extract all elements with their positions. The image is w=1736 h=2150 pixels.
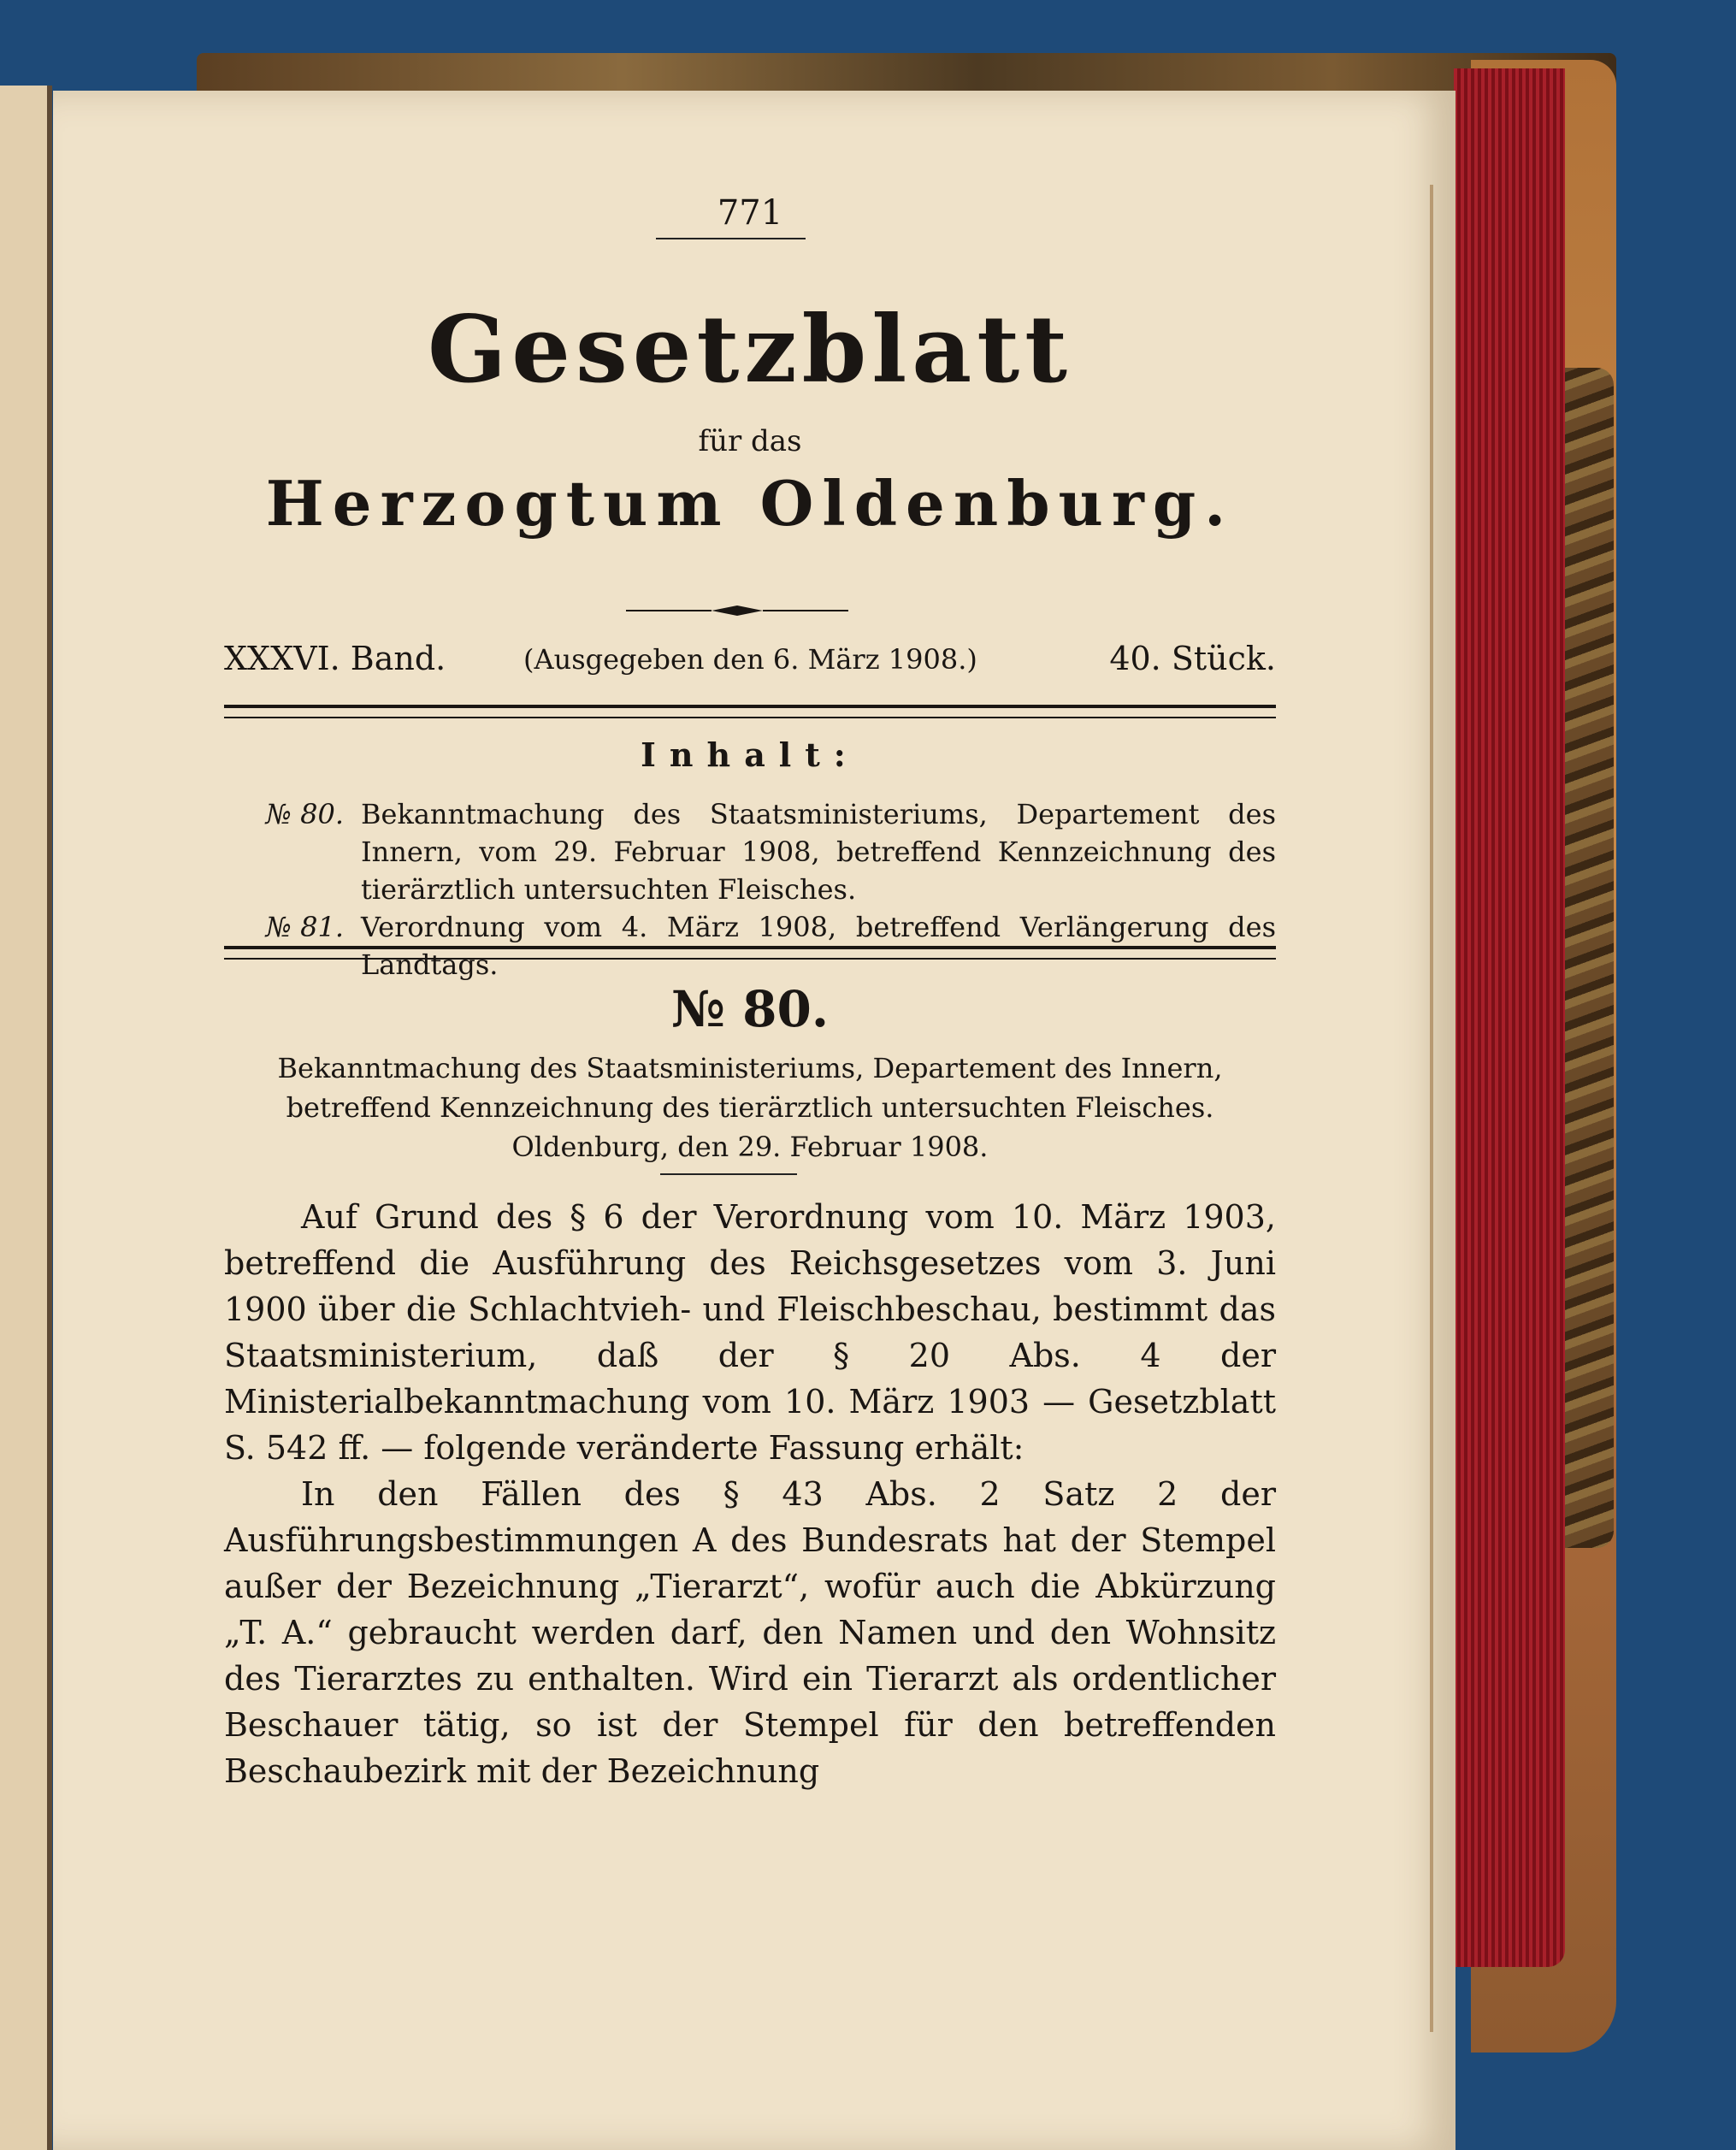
volume-line bbox=[224, 640, 1276, 682]
page-margin-rule bbox=[1430, 185, 1433, 2032]
section-date-line: Oldenburg, den 29. Februar 1908. bbox=[511, 1131, 989, 1163]
section-title-line: betreffend Kennzeichnung des tierärztlich untersuchten Fleisches. bbox=[286, 1091, 1214, 1124]
volume-band: XXXVI. Band. bbox=[224, 640, 446, 677]
contents-item-text: Verordnung vom 4. März 1908, betreffend Verlängerung des Landtags. bbox=[361, 911, 1276, 981]
contents-item-number: № 80. bbox=[265, 798, 344, 830]
contents-item-number: № 81. bbox=[265, 911, 344, 943]
section-rule bbox=[660, 1173, 797, 1175]
page-number: 771 bbox=[717, 193, 783, 233]
contents-item-text: Bekanntmachung des Staatsministeriums, Departement des Innern, vom 29. Februar 1908, betreffend Kennzeichnung des tierärztlich untersuchten Fleisches. bbox=[361, 798, 1276, 906]
red-page-edges bbox=[1454, 68, 1565, 1967]
body-text bbox=[224, 1194, 1276, 1794]
section-number: № 80. bbox=[670, 980, 830, 1038]
masthead-title: Gesetzblatt bbox=[428, 296, 1072, 404]
top-binding bbox=[197, 53, 1616, 94]
double-rule bbox=[224, 705, 1276, 718]
issue-number: 40. Stück. bbox=[1109, 640, 1276, 677]
masthead-subtitle: für das bbox=[698, 424, 802, 458]
body-paragraph: Auf Grund des § 6 der Verordnung vom 10. März 1903, betreffend die Ausführung des Reichsgesetzes vom 3. Juni 1900 über die Schlachtvieh- und Fleischbeschau, bestimmt das Staatsministerium, daß der § 20 Abs. 4 der Ministerialbekanntmachung vom 10. März 1903 — Gesetzblatt S. 542 ff. — folgende veränderte Fassung erhält: bbox=[224, 1198, 1276, 1467]
body-paragraph: In den Fällen des § 43 Abs. 2 Satz 2 der Ausführungsbestimmungen A des Bundesrats hat der Stempel außer der Bezeichnung „Tierarzt“, wofür auch die Abkürzung „T. A.“ gebraucht werden darf, den Namen und den Wohnsitz des Tierarztes zu enthalten. Wird ein Tierarzt als ordentlicher Beschauer tätig, so ist der Stempel für den betreffenden Beschaubezirk mit der Bezeichnung bbox=[224, 1475, 1276, 1790]
contents-heading: Inhalt: bbox=[641, 735, 859, 774]
left-page-edge bbox=[0, 86, 49, 2150]
page-number-rule bbox=[656, 238, 806, 239]
book-page bbox=[53, 91, 1456, 2150]
book-spine bbox=[47, 86, 52, 2150]
double-rule bbox=[224, 946, 1276, 960]
state-name: Herzogtum Oldenburg. bbox=[265, 467, 1235, 540]
section-title bbox=[224, 1048, 1276, 1167]
issue-date: (Ausgegeben den 6. März 1908.) bbox=[523, 643, 977, 676]
section-title-line: Bekanntmachung des Staatsministeriums, Departement des Innern, bbox=[277, 1052, 1223, 1084]
ornament-divider bbox=[626, 600, 848, 621]
